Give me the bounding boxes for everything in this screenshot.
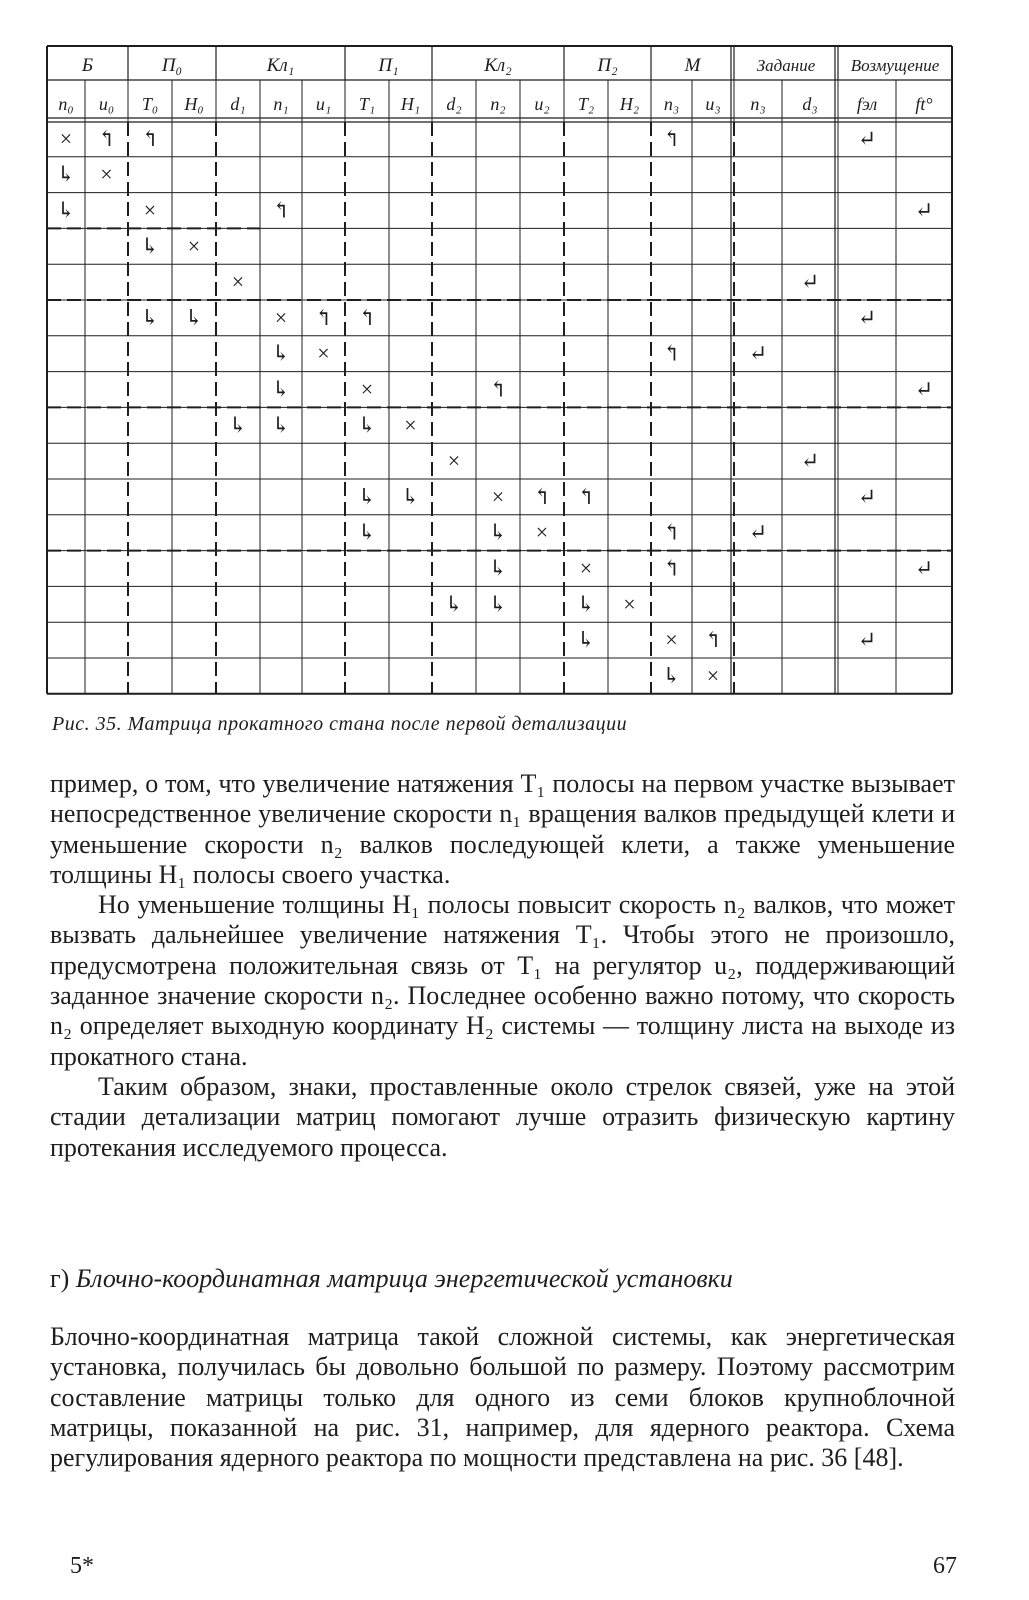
matrix-cell-mark: × — [404, 412, 417, 438]
column-label: u₂ — [534, 94, 550, 114]
matrix-cell-mark: ↵ — [857, 125, 877, 151]
matrix-cell-mark: ↳ — [271, 340, 291, 366]
matrix-cell-mark: ↳ — [488, 519, 508, 545]
matrix-cell-mark: ↳ — [140, 233, 160, 259]
matrix-cell-mark: × — [317, 340, 330, 366]
matrix-cell-mark: × — [535, 519, 549, 545]
matrix-cell-mark: ↵ — [748, 340, 768, 366]
matrix-cell-mark: ↵ — [914, 376, 934, 402]
column-label: H₁ — [400, 94, 421, 114]
matrix-cell-mark: ↰ — [662, 555, 681, 581]
matrix-cell-mark: ↳ — [184, 304, 204, 330]
column-label: ft° — [915, 94, 933, 114]
matrix-cell-mark: × — [187, 233, 201, 259]
matrix-cell-mark: ↰ — [488, 376, 508, 402]
matrix-cell-mark: × — [143, 197, 157, 223]
group-label: Возмущение — [850, 56, 940, 75]
group-label: Задание — [756, 56, 816, 75]
matrix-cell-mark: ↳ — [576, 627, 596, 653]
matrix-cell-mark: ↰ — [662, 340, 681, 366]
figure-caption: Рис. 35. Матрица прокатного стана после первой детализации — [52, 713, 628, 735]
matrix-cell-mark: ↳ — [271, 376, 291, 402]
column-label: u₃ — [705, 94, 721, 114]
matrix-cell-mark: ↳ — [576, 591, 596, 617]
group-label: Кл₁ — [266, 55, 295, 76]
heading-title: Блочно-координатная матрица энергетической установки — [75, 1264, 733, 1293]
matrix-cell-mark: ↳ — [357, 519, 377, 545]
group-label: П₂ — [597, 55, 618, 76]
matrix-cell-mark: ↵ — [857, 627, 877, 653]
matrix-cell-mark: × — [665, 627, 678, 653]
matrix-cell-mark: ↵ — [914, 197, 934, 223]
matrix-cell-mark: ↳ — [401, 483, 420, 509]
matrix-cell-mark: ↵ — [748, 519, 768, 545]
matrix-cell-mark: × — [579, 555, 593, 581]
matrix-cell-mark: ↰ — [140, 125, 160, 151]
matrix-cell-mark: × — [59, 125, 73, 151]
column-label: n₃ — [750, 94, 766, 114]
matrix-cell-mark: × — [231, 269, 245, 295]
matrix-cell-mark: × — [100, 161, 113, 187]
heading-prefix: г) — [50, 1264, 70, 1293]
matrix-cell-mark: ↰ — [662, 519, 681, 545]
matrix-cell-mark: ↳ — [56, 161, 76, 187]
column-label: u₁ — [315, 94, 332, 114]
column-label: H₂ — [619, 94, 640, 114]
paragraph-1: пример, о том, что увеличение натяжения T₁ полосы на первом участке вызывает непосредственное увеличение скорости n₁ вращения валков предыдущей клети и уменьшение скорости n₂ валков последующей клети, а также уменьшение толщины H₁ полосы своего участка. — [50, 769, 955, 889]
matrix-cell-mark: × — [706, 662, 720, 688]
column-label: T₂ — [577, 94, 595, 114]
group-label: Кл₂ — [484, 55, 512, 76]
matrix-cell-mark: ↳ — [662, 662, 681, 688]
group-label: П₁ — [378, 55, 399, 76]
column-label: d₃ — [802, 94, 818, 114]
matrix-cell-mark: ↳ — [271, 412, 291, 438]
matrix-cell-mark: ↳ — [56, 197, 76, 223]
column-label: T₁ — [358, 94, 376, 114]
matrix-cell-mark: ↰ — [97, 125, 116, 151]
matrix-cell-mark: ↳ — [357, 412, 377, 438]
group-label: П₀ — [161, 55, 183, 76]
matrix-cell-mark: ↰ — [532, 483, 552, 509]
body-text-top — [50, 769, 955, 1163]
matrix-figure — [0, 0, 1029, 700]
matrix-cell-mark: ↰ — [576, 483, 596, 509]
matrix-cell-mark: ↰ — [662, 125, 681, 151]
matrix-cell-mark: ↳ — [488, 591, 508, 617]
matrix-cell-mark: ↳ — [357, 483, 377, 509]
matrix-cell-mark: ↵ — [914, 555, 934, 581]
matrix-cell-mark: × — [360, 376, 374, 402]
matrix-cell-mark: ↰ — [314, 304, 333, 330]
matrix-cell-mark: ↳ — [444, 591, 464, 617]
matrix-cell-mark: × — [491, 483, 505, 509]
column-label: u₀ — [98, 94, 115, 114]
matrix-cell-mark: ↳ — [488, 555, 508, 581]
column-label: n₂ — [490, 94, 506, 114]
column-label: n₃ — [663, 94, 680, 114]
column-label: n₀ — [58, 94, 74, 114]
matrix-cell-mark: × — [274, 304, 288, 330]
group-label: М — [684, 55, 701, 76]
matrix-cell-mark: ↳ — [140, 304, 160, 330]
group-label: Б — [81, 55, 94, 76]
matrix-cell-mark: ↰ — [357, 304, 377, 330]
column-label: d₁ — [230, 94, 246, 114]
matrix-cell-mark: ↰ — [703, 627, 723, 653]
column-label: fэл — [856, 94, 878, 114]
matrix-cell-mark: ↰ — [271, 197, 291, 223]
signature-mark: 5* — [70, 1553, 94, 1579]
matrix-cell-mark: × — [623, 591, 636, 617]
column-label: H₀ — [184, 94, 204, 114]
column-label: n₁ — [273, 94, 289, 114]
body-text-bottom — [50, 1322, 955, 1473]
paragraph-3: Таким образом, знаки, проставленные около стрелок связей, уже на этой стадии детализации матриц помогают лучше отразить физическую картину протекания исследуемого процесса. — [50, 1071, 955, 1162]
paragraph-2: Но уменьшение толщины H₁ полосы повысит скорость n₂ валков, что может вызвать дальнейшее увеличение натяжения T₁. Чтобы этого не произошло, предусмотрена положительная связь от T₁ на регулятор u₂, поддерживающий заданное значение скорости n₂. Последнее особенно важно потому, что скорость n₂ определяет выходную координату H₂ системы — толщину листа на выходе из прокатного стана. — [50, 890, 955, 1071]
matrix-cell-mark: × — [447, 448, 461, 474]
column-label: T₀ — [141, 94, 159, 114]
page-number: 67 — [933, 1553, 957, 1579]
paragraph-4: Блочно-координатная матрица такой сложной системы, как энергетическая установка, получилась бы довольно большой по размеру. Поэтому рассмотрим составление матрицы только для одного из семи блоков крупноблочной матрицы, показанной на рис. 31, например, для ядерного реактора. Схема регулирования ядерного реактора по мощности представлена на рис. 36 [48]. — [50, 1322, 955, 1473]
section-heading — [50, 1264, 733, 1294]
column-label: d₂ — [446, 94, 462, 114]
matrix-cell-mark: ↵ — [800, 448, 820, 474]
matrix-cell-mark: ↵ — [857, 483, 877, 509]
matrix-cell-mark: ↳ — [228, 412, 248, 438]
matrix-cell-mark: ↵ — [857, 304, 877, 330]
matrix-cell-mark: ↵ — [800, 269, 820, 295]
